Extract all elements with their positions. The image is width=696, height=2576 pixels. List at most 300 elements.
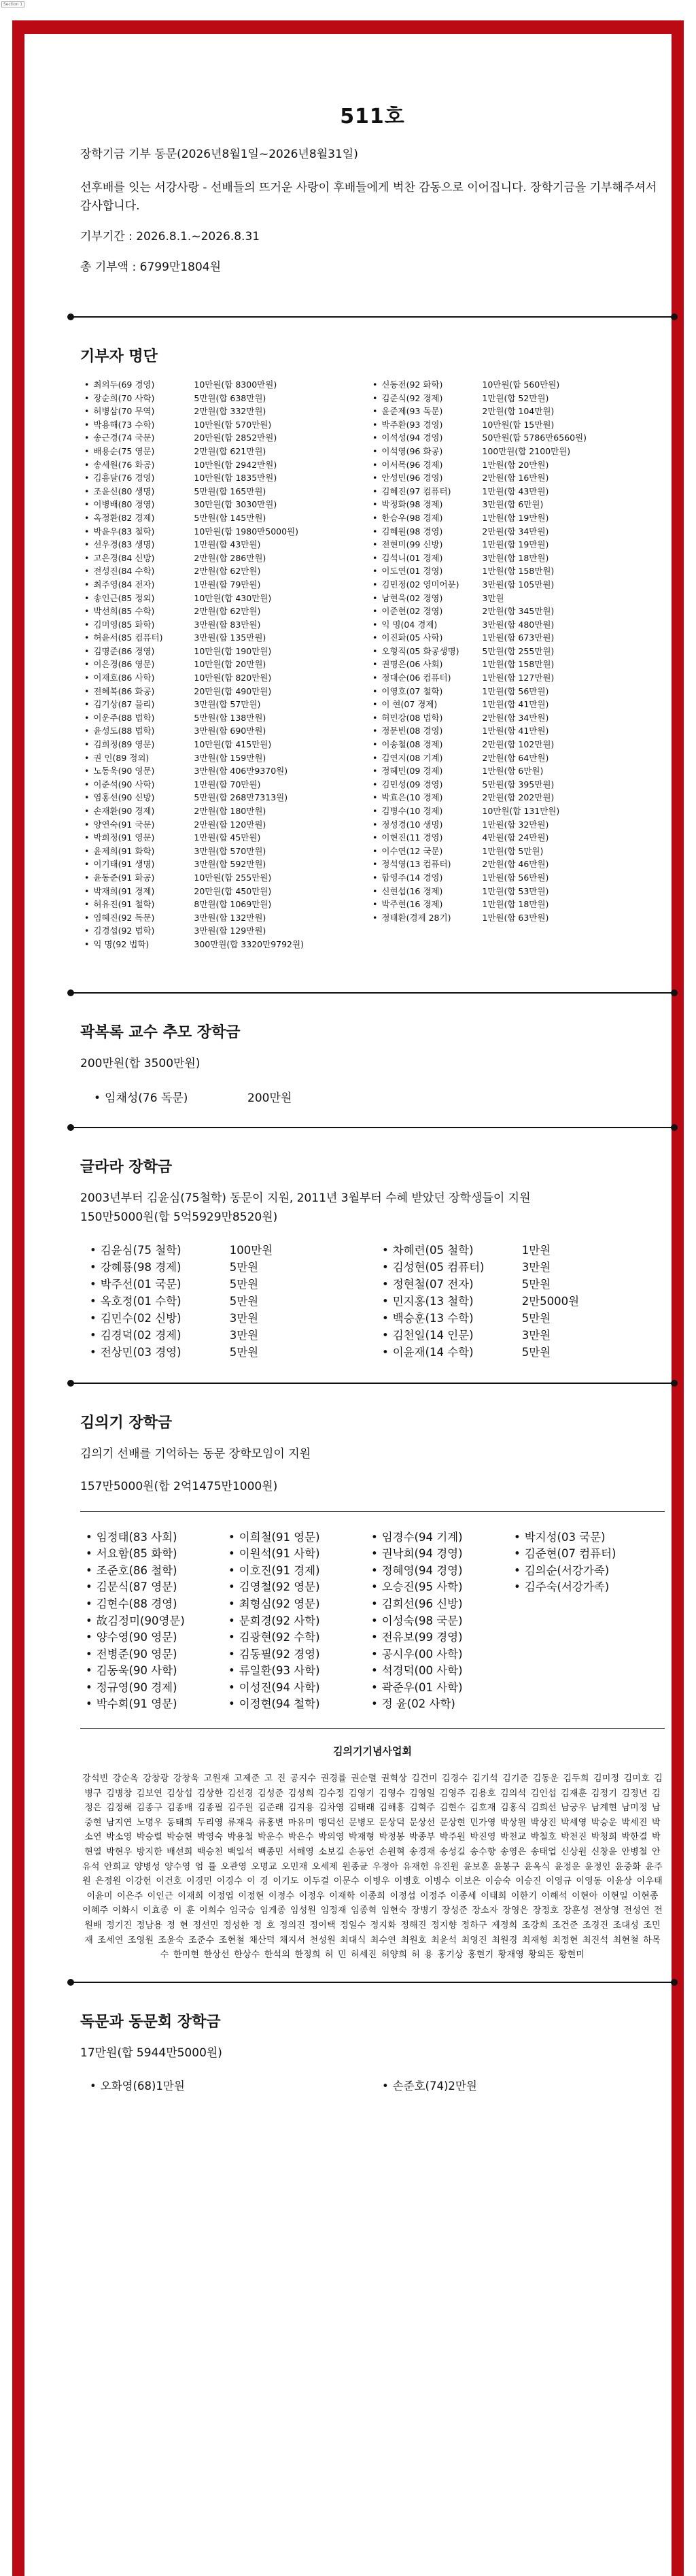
donor-amount: 3만원 bbox=[521, 1328, 551, 1342]
donor-amount: 3만원(합 83만원) bbox=[194, 619, 261, 630]
donor-name: 배용순(75 영문) bbox=[93, 445, 155, 456]
donor-name: 허병삼(70 무역) bbox=[93, 406, 155, 417]
kim-desc: 김의기 선배를 기억하는 동문 장학모임이 지원 bbox=[80, 1446, 311, 1461]
list-item bbox=[84, 564, 363, 578]
content bbox=[80, 68, 665, 2095]
donor-name: 전상민(03 경영) bbox=[100, 1345, 181, 1359]
donor-name: 차혜련(05 철학) bbox=[392, 1243, 474, 1257]
list-item bbox=[372, 618, 651, 632]
donor-name: 박재희(91 경제) bbox=[93, 885, 155, 896]
list-item: • 조준호(86 철학) bbox=[86, 1563, 222, 1580]
donor-amount: 3만원 bbox=[229, 1311, 259, 1325]
list-item: • 이정현(94 철학) bbox=[228, 1696, 364, 1713]
donor-amount: 1만원(합 6만원) bbox=[482, 766, 544, 777]
list-item bbox=[84, 738, 363, 751]
donor-amount: 5만원(합 395만원) bbox=[482, 779, 555, 790]
donor-name: 김병수(10 경제) bbox=[381, 806, 443, 816]
list-item bbox=[372, 898, 651, 911]
list-item bbox=[372, 471, 651, 485]
donor-name: 박선희(85 수학) bbox=[93, 606, 155, 617]
donor-amount: 2만원(합 64만원) bbox=[482, 752, 549, 763]
list-item: • 정 윤(02 사학) bbox=[371, 1696, 507, 1713]
list-item bbox=[372, 445, 651, 458]
list-item bbox=[372, 552, 651, 565]
kim-donor-list bbox=[86, 1529, 665, 1714]
donor-name: 김준식(92 경제) bbox=[381, 392, 443, 403]
donor-amount: 20만원(합 2852만원) bbox=[194, 433, 277, 443]
members-heading: 김의기기념사업회 bbox=[333, 1745, 412, 1758]
donor-name: 윤준제(93 독문) bbox=[381, 406, 443, 417]
donor-list bbox=[84, 378, 665, 951]
page-title: 511호 bbox=[340, 105, 405, 129]
list-item bbox=[84, 764, 363, 778]
list-item bbox=[90, 2078, 362, 2095]
list-item: • 김주숙(서강가족) bbox=[514, 1579, 650, 1596]
list-item: • 류일환(93 사학) bbox=[228, 1663, 364, 1680]
donor-name: 조윤신(80 생명) bbox=[93, 486, 155, 496]
donor-amount: 5만원(합 268만7313원) bbox=[194, 792, 288, 803]
donor-amount: 30만원(합 3030만원) bbox=[194, 499, 277, 510]
list-item bbox=[84, 871, 363, 885]
list-item: • 이성숙(98 국문) bbox=[371, 1613, 507, 1630]
list-item bbox=[382, 1293, 654, 1310]
donor-name: 이영호(07 철학) bbox=[381, 685, 443, 696]
donor-name: 박정화(98 경제) bbox=[381, 499, 443, 510]
donor-name: 김혜원(98 경영) bbox=[381, 526, 443, 537]
gulara-heading: 글라라 장학금 bbox=[80, 1158, 173, 1176]
list-item bbox=[372, 871, 651, 885]
section-tag: Section 1 bbox=[1, 1, 24, 7]
list-item bbox=[372, 592, 651, 605]
list-item bbox=[372, 605, 651, 618]
donor-name: 허유진(91 철학) bbox=[93, 899, 155, 910]
donor-name: 이준석(90 사학) bbox=[93, 779, 155, 790]
list-item bbox=[372, 645, 651, 658]
list-item: • 박지성(03 국문) bbox=[514, 1529, 650, 1546]
donor-amount: 10만원(합 415만원) bbox=[194, 739, 272, 750]
donor-amount: 5만원 bbox=[229, 1345, 259, 1359]
list-item bbox=[372, 458, 651, 472]
donor-amount: 1만원(합 79만원) bbox=[194, 579, 261, 590]
donor-name: 이현진(11 경영) bbox=[381, 832, 443, 843]
list-item bbox=[90, 1310, 362, 1327]
donor-amount: 2만원(합 286만원) bbox=[194, 552, 266, 563]
list-item bbox=[372, 858, 651, 871]
list-item bbox=[382, 1242, 654, 1259]
donor-amount: 2만원(합 202만원) bbox=[482, 792, 555, 803]
list-item: • 서요함(85 화학) bbox=[86, 1546, 222, 1563]
list-item bbox=[84, 485, 363, 498]
list-item bbox=[84, 552, 363, 565]
list-item bbox=[372, 818, 651, 832]
donor-name: 염홍선(90 신방) bbox=[93, 792, 155, 803]
donor-amount: 10만원(합 570만원) bbox=[194, 419, 272, 430]
list-item bbox=[90, 1344, 362, 1361]
donor-name: 양연숙(91 국문) bbox=[93, 819, 155, 830]
list-item bbox=[372, 711, 651, 725]
list-item: • 김동욱(90 사학) bbox=[86, 1663, 222, 1680]
donor-amount: 2만원(합 621만원) bbox=[194, 445, 266, 456]
donor-name: 안성민(96 경영) bbox=[381, 473, 443, 484]
list-item bbox=[84, 658, 363, 671]
donor-amount: 3만원(합 406만9370원) bbox=[194, 766, 288, 777]
donor-amount: 1만원(합 63만원) bbox=[482, 912, 549, 923]
list-item bbox=[84, 885, 363, 898]
donor-name: 오형직(05 화공생명) bbox=[381, 645, 459, 656]
donor-name: 김민성(09 경영) bbox=[381, 779, 443, 790]
list-item bbox=[372, 885, 651, 898]
donor-name: 노동욱(90 영문) bbox=[93, 766, 155, 777]
list-item bbox=[84, 845, 363, 858]
donor-amount: 5만원 bbox=[521, 1277, 551, 1291]
donor-name: 정대순(06 컴퓨터) bbox=[381, 673, 451, 683]
donor-amount: 10만원(합 2942만원) bbox=[194, 459, 277, 470]
list-item bbox=[372, 485, 651, 498]
intro-message: 선후배를 잇는 서강사랑 - 선배들의 뜨거운 사랑이 후배들에게 벅찬 감동으로 이어집니다. 장학기금을 기부해주셔서 감사합니다. bbox=[80, 181, 657, 213]
donor-amount: 1만원(합 41만원) bbox=[482, 726, 549, 736]
list-item bbox=[84, 592, 363, 605]
list-item bbox=[372, 564, 651, 578]
donor-amount: 3만원(합 159만원) bbox=[194, 752, 266, 763]
donor-name: 이수연(12 국문) bbox=[381, 845, 443, 856]
list-item: • 정규영(90 경제) bbox=[86, 1680, 222, 1697]
donor-name: 송세원(76 화공) bbox=[93, 459, 155, 470]
list-item bbox=[372, 764, 651, 778]
dokmun-total: 17만원(합 5944만5000원) bbox=[80, 2046, 222, 2060]
list-item bbox=[84, 618, 363, 632]
donor-amount: 3만원(합 480만원) bbox=[482, 619, 555, 630]
list-item bbox=[84, 471, 363, 485]
donor-name: 김기상(87 물리) bbox=[93, 699, 155, 710]
donor-name: 이서목(96 경제) bbox=[381, 459, 443, 470]
list-item: • 김영철(92 영문) bbox=[228, 1579, 364, 1596]
donor-amount: 1만원(합 53만원) bbox=[482, 885, 549, 896]
donor-name: 함영주(14 경영) bbox=[381, 872, 443, 883]
kim-heading: 김의기 장학금 bbox=[80, 1414, 173, 1431]
list-item: • 김준현(07 컴퓨터) bbox=[514, 1546, 650, 1563]
list-item bbox=[372, 738, 651, 751]
list-item: • 이호진(91 경제) bbox=[228, 1563, 364, 1580]
donor-amount: 10만원(합 190만원) bbox=[194, 645, 272, 656]
list-item: • 박수희(91 영문) bbox=[86, 1696, 222, 1713]
donor-name: 남현욱(02 경영) bbox=[381, 592, 443, 603]
list-item bbox=[372, 658, 651, 671]
donor-name: 강혜룡(98 경제) bbox=[100, 1260, 181, 1274]
donor-amount: 2만원(합 34만원) bbox=[482, 526, 549, 537]
list-item bbox=[84, 405, 363, 418]
donor-amount: 3만원(합 129만원) bbox=[194, 926, 266, 936]
donor-amount: 10만원(합 820만원) bbox=[194, 673, 272, 683]
list-item bbox=[372, 911, 651, 925]
donor-name: 권 인(89 정외) bbox=[93, 752, 150, 763]
donor-amount: 20만원(합 450만원) bbox=[194, 885, 272, 896]
list-item bbox=[84, 511, 363, 525]
list-item bbox=[84, 685, 363, 698]
donor-name: 박주환(93 경영) bbox=[381, 419, 443, 430]
list-item bbox=[372, 751, 651, 765]
list-item: • 권낙희(94 경영) bbox=[371, 1546, 507, 1563]
donor-amount: 3만원(합 105만원) bbox=[482, 579, 555, 590]
donor-amount: 1만원(합 673만원) bbox=[482, 632, 555, 643]
donor-amount: 5만원(합 165만원) bbox=[194, 486, 266, 496]
donor-name: 장순희(70 사학) bbox=[93, 392, 155, 403]
donor-name: 박윤우(83 철학) bbox=[93, 526, 155, 537]
donor-amount: 2만원(합 332만원) bbox=[194, 406, 266, 417]
section-divider bbox=[71, 1383, 674, 1384]
donor-amount: 5만원(합 138만원) bbox=[194, 712, 266, 723]
donor-name: 고은경(84 신방) bbox=[93, 552, 155, 563]
list-item bbox=[382, 1259, 654, 1276]
list-item: • 임경수(94 기계) bbox=[371, 1529, 507, 1546]
donor-name: 김혜진(97 컴퓨터) bbox=[381, 486, 451, 496]
donor-amount: 3만원 bbox=[229, 1328, 259, 1342]
donor-name: 옥호정(01 수학) bbox=[100, 1294, 181, 1308]
list-item bbox=[84, 711, 363, 725]
list-item bbox=[372, 804, 651, 818]
list-item bbox=[84, 724, 363, 738]
donor-amount: 2만원(합 46만원) bbox=[482, 859, 549, 870]
donor-name: 옥정환(82 경제) bbox=[93, 512, 155, 523]
donor-amount: 300만원(합 3320만9792원) bbox=[194, 938, 304, 949]
donor-name: 이석성(94 경영) bbox=[381, 433, 443, 443]
donor-name: 익 명(92 법학) bbox=[93, 938, 150, 949]
donor-amount: 10만원(합 255만원) bbox=[194, 872, 272, 883]
list-item bbox=[372, 511, 651, 525]
donor-name: 백승훈(13 수학) bbox=[392, 1311, 474, 1325]
donor-name: 김명준(86 경영) bbox=[93, 645, 155, 656]
list-item bbox=[84, 525, 363, 539]
list-item bbox=[372, 724, 651, 738]
list-item bbox=[372, 392, 651, 405]
donor-name: 윤동준(91 화공) bbox=[93, 872, 155, 883]
list-item: • 이성진(94 사학) bbox=[228, 1680, 364, 1697]
donor-amount: 3만원(합 570만원) bbox=[194, 845, 266, 856]
donor-amount: 1만원(합 19만원) bbox=[482, 512, 549, 523]
list-item bbox=[382, 2078, 654, 2095]
list-item bbox=[372, 685, 651, 698]
donor-name: 송인근(85 정외) bbox=[93, 592, 155, 603]
donor-name: 익 명(04 경제) bbox=[381, 619, 438, 630]
donor-amount: 10만원(합 8300만원) bbox=[194, 379, 277, 390]
donor-amount: 5만원 bbox=[229, 1294, 259, 1308]
list-item bbox=[372, 631, 651, 645]
donor-amount: 5만원 bbox=[521, 1345, 551, 1359]
donation-period: 기부기간 : 2026.8.1.~2026.8.31 bbox=[80, 230, 260, 243]
donor-amount: 2만원(합 16만원) bbox=[482, 473, 549, 484]
donor-name: 이 현(07 경제) bbox=[381, 699, 438, 710]
list-item bbox=[372, 578, 651, 592]
list-item: • 김희선(96 신방) bbox=[371, 1596, 507, 1613]
donor-name: 김천일(14 인문) bbox=[392, 1328, 474, 1342]
donor-name: 김흥달(76 경영) bbox=[93, 473, 155, 484]
donor-amount: 5만원 bbox=[229, 1260, 259, 1274]
donor-name: 신동전(92 화학) bbox=[381, 379, 443, 390]
donor-name: 박주현(16 경제) bbox=[381, 899, 443, 910]
members-names: 강석빈 강순옥 강창광 강창욱 고원재 고제준 고 진 공지수 권경률 권순렬 권혁상 김건미 김경수 김기석 김기준 김동운 김두희 김미정 김미호 김병구 김병창 김보연 김상섭 김상한 김선경 김성준 김성희 김수정 김영기 김영수 김영일 김영주 김용호 김의석 김인섭 김재훈 김정기 김정년 김정은 김정해 김종구 김종배 김종필 김주원 김준래 김지용 김차영 김태래 김해흥 김혁주 김현수 김호재 김홍식 김희선 남궁우 남계현 남미정 남중현 남지연 노명우 동태희 두리영 류재욱 류홍변 마유미 맹덕선 문병모 문상덕 문상선 문상현 민가영 박상원 박상진 박세영 박승운 박세진 박소연 박소영 박승렬 박승현 박영숙 박용철 박운수 박은수 박의영 박재형 박정봉 박종부 박주원 박진영 박천교 박철호 박천진 박청희 박한결 박현열 박현우 방지한 배선희 백승천 백일석 백종민 서해영 소보길 손동언 손원혁 송경재 송성길 송수향 송영은 송태업 신상원 신창윤 안병철 안유석 안희교 양병성 양수영 엄 률 오관영 오명교 오민재 오세제 원종균 우정아 유재헌 유진원 윤보훈 윤봉구 윤옥식 윤정운 윤정인 윤중화 윤주원 은정원 이강헌 이건호 이경민 이경수 이 경 이기도 이두걸 이문수 이병우 이병호 이병수 이보은 이승숙 이승진 이영규 이영동 이윤상 이우태 이윤미 이은주 이인근 이재희 이정엽 이정현 이정수 이정우 이재학 이종희 이정섭 이정주 이종세 이태희 이한기 이해석 이현아 이현일 이현종 이혜주 이화시 이효종 이 훈 이희수 임국승 임게종 임성원 임정재 임종혁 임현숙 장병기 장성준 장소자 장영은 장정호 장훈성 전상영 전성연 전원배 정기진 정남용 정 현 정선민 정성한 정 호 정의진 정이택 정일수 정지화 정해진 정지향 정하구 제정희 조강희 조건준 조경진 조대성 조민재 조세연 조영원 조윤숙 조준수 조현철 채산덕 채지서 천성원 최대식 최수연 최원호 최윤석 최영진 최원경 최재형 최정현 최진석 최현철 하목수 한미현 한상선 한상수 한석의 한정희 허 민 허세진 허양희 허 용 홍기상 홍현기 황재영 황의돈 황현미 bbox=[82, 1774, 663, 1961]
donor-name: 오화영(68) bbox=[100, 2079, 156, 2092]
donor-amount: 10만원(합 131만원) bbox=[482, 806, 560, 816]
donor-amount: 1만원(합 5만원) bbox=[482, 845, 544, 856]
donor-amount: 3만원 bbox=[482, 592, 504, 603]
donor-name: 윤제희(91 화학) bbox=[93, 845, 155, 856]
donor-name: 신현섭(16 경제) bbox=[381, 885, 443, 896]
list-item bbox=[90, 1327, 362, 1344]
donor-amount: 1만원(합 19만원) bbox=[482, 539, 549, 550]
donor-amount: 1만원(합 20만원) bbox=[482, 459, 549, 470]
list-item: • 전병준(90 영문) bbox=[86, 1646, 222, 1663]
donor-name: 송근경(74 국문) bbox=[93, 433, 155, 443]
gulara-desc: 2003년부터 김윤심(75철학) 동문이 지원, 2011년 3월부터 수혜 받았던 장학생들이 지원 bbox=[80, 1191, 531, 1205]
donor-name: 전현미(99 신방) bbox=[381, 539, 443, 550]
list-item bbox=[84, 791, 363, 804]
donor-amount: 1만원(합 43만원) bbox=[482, 486, 549, 496]
donor-name: 정문빈(08 경영) bbox=[381, 726, 443, 736]
list-item bbox=[84, 418, 363, 432]
dokmun-heading: 독문과 동문회 장학금 bbox=[80, 2013, 221, 2031]
donor-amount: 2만원(합 120만원) bbox=[194, 819, 266, 830]
list-item bbox=[84, 392, 363, 405]
donor-name: 박주선(01 국문) bbox=[100, 1277, 181, 1291]
donor-name: 이기태(91 생명) bbox=[93, 859, 155, 870]
list-item: • 이원석(91 사학) bbox=[228, 1546, 364, 1563]
gulara-total: 150만5000원(합 5억5929만8520원) bbox=[80, 1210, 278, 1224]
donor-amount: 1만원(합 127만원) bbox=[482, 673, 555, 683]
list-item bbox=[90, 1293, 362, 1310]
donor-name: 이도연(01 경영) bbox=[381, 566, 443, 577]
list-item bbox=[382, 1344, 654, 1361]
donor-name: 손준호(74) bbox=[392, 2079, 449, 2092]
donor-name: 이송철(08 경제) bbox=[381, 739, 443, 750]
donor-name: 이병배(80 경영) bbox=[93, 499, 155, 510]
donor-name: 전성진(84 수학) bbox=[93, 566, 155, 577]
list-item bbox=[84, 458, 363, 472]
donor-name: 권명은(06 사회) bbox=[381, 659, 443, 670]
donor-name: 손재환(90 경제) bbox=[93, 806, 155, 816]
donor-amount: 2만원(합 180만원) bbox=[194, 806, 266, 816]
list-item bbox=[84, 378, 363, 392]
donor-amount: 3만원(합 690만원) bbox=[194, 726, 266, 736]
donor-amount: 5만원 bbox=[521, 1311, 551, 1325]
donor-name: 이진화(05 사학) bbox=[381, 632, 443, 643]
donor-name: 김석니(01 경제) bbox=[381, 552, 443, 563]
donor-amount: 5만원 bbox=[229, 1277, 259, 1291]
list-item: • 공시우(00 사학) bbox=[371, 1646, 507, 1663]
donor-name: 김성현(05 컴퓨터) bbox=[392, 1260, 485, 1274]
donor-amount: 3만원(합 57만원) bbox=[194, 699, 261, 710]
donor-name: 임채성(76 독문) bbox=[105, 1091, 188, 1105]
list-item bbox=[372, 525, 651, 539]
donor-name: 선우경(83 생명) bbox=[93, 539, 155, 550]
donor-amount: 2만원(합 62만원) bbox=[194, 606, 261, 617]
list-item bbox=[90, 1276, 362, 1293]
donor-amount: 1만원 bbox=[521, 1243, 551, 1257]
list-item bbox=[84, 431, 363, 445]
donor-amount: 5만원(합 145만원) bbox=[194, 512, 266, 523]
list-item: • 故김정미(90영문) bbox=[86, 1613, 222, 1630]
list-item: • 정혜영(94 경영) bbox=[371, 1563, 507, 1580]
list-item: • 이희철(91 영문) bbox=[228, 1529, 364, 1546]
donor-name: 김연지(08 기계) bbox=[381, 752, 443, 763]
sub-divider bbox=[80, 1511, 665, 1512]
donor-amount: 1만원(합 52만원) bbox=[482, 392, 549, 403]
donor-amount: 1만원(합 70만원) bbox=[194, 779, 261, 790]
donor-name: 정성경(10 생명) bbox=[381, 819, 443, 830]
kim-total: 157만5000원(합 2억1475만1000원) bbox=[80, 1479, 278, 1493]
donor-amount: 10만원(합 560만원) bbox=[482, 379, 560, 390]
donor-amount: 10만원(합 15만원) bbox=[482, 419, 555, 430]
list-item: • 문희경(92 사학) bbox=[228, 1613, 364, 1630]
list-item bbox=[84, 631, 363, 645]
donor-name: 최주영(84 전자) bbox=[93, 579, 155, 590]
section-divider bbox=[71, 316, 674, 318]
list-item: • 임정태(83 사회) bbox=[86, 1529, 222, 1546]
donor-name: 김경섭(92 법학) bbox=[93, 926, 155, 936]
list-item bbox=[84, 751, 363, 765]
list-item: • 김의순(서강가족) bbox=[514, 1563, 650, 1580]
donor-name: 박희정(91 영문) bbox=[93, 832, 155, 843]
donor-amount: 2만5000원 bbox=[521, 1294, 580, 1308]
list-item bbox=[372, 671, 651, 685]
list-item bbox=[372, 378, 651, 392]
donor-amount: 20만원(합 490만원) bbox=[194, 685, 272, 696]
donor-name: 김경덕(02 경제) bbox=[100, 1328, 181, 1342]
list-item bbox=[84, 858, 363, 871]
donor-name: 박효은(10 경제) bbox=[381, 792, 443, 803]
donor-amount: 2만원(합 104만원) bbox=[482, 406, 555, 417]
sub-divider bbox=[80, 1728, 665, 1729]
intro-subtitle: 장학기금 기부 동문(2026년8월1일~2026년8월31일) bbox=[80, 148, 358, 161]
donor-amount: 1만원(합 56만원) bbox=[482, 872, 549, 883]
list-item bbox=[84, 671, 363, 685]
donor-amount: 4만원(합 24만원) bbox=[482, 832, 549, 843]
donor-name: 김미영(85 화학) bbox=[93, 619, 155, 630]
donor-name: 이석영(96 화공) bbox=[381, 445, 443, 456]
donor-amount: 1만원(합 45만원) bbox=[194, 832, 261, 843]
list-item bbox=[84, 818, 363, 832]
donor-amount: 100만원(합 2100만원) bbox=[482, 445, 571, 456]
list-item: • 김현수(88 경영) bbox=[86, 1596, 222, 1613]
donation-total: 총 기부액 : 6799만1804원 bbox=[80, 260, 221, 274]
donor-name: 이은경(86 영문) bbox=[93, 659, 155, 670]
donor-name: 김민수(02 신방) bbox=[100, 1311, 181, 1325]
list-item bbox=[372, 538, 651, 552]
donor-amount: 3만원 bbox=[521, 1260, 551, 1274]
list-item bbox=[372, 791, 651, 804]
list-item bbox=[84, 498, 363, 511]
list-item: • 최형심(92 영문) bbox=[228, 1596, 364, 1613]
list-item: • 오승진(95 사학) bbox=[371, 1579, 507, 1596]
list-item bbox=[372, 778, 651, 792]
donor-amount: 1만원(합 43만원) bbox=[194, 539, 261, 550]
list-item bbox=[84, 445, 363, 458]
donor-amount: 2만원(합 345만원) bbox=[482, 606, 555, 617]
list-item bbox=[84, 645, 363, 658]
donor-amount: 100만원 bbox=[229, 1243, 273, 1257]
donor-amount: 200만원 bbox=[247, 1091, 292, 1105]
list-item bbox=[382, 1276, 654, 1293]
donor-name: 허윤서(85 컴퓨터) bbox=[93, 632, 163, 643]
section-divider bbox=[71, 1127, 674, 1128]
donor-amount: 10만원(합 1835만원) bbox=[194, 473, 277, 484]
list-item bbox=[372, 405, 651, 418]
donor-name: 윤성도(88 법학) bbox=[93, 726, 155, 736]
donor-amount: 3만원(합 18만원) bbox=[482, 552, 549, 563]
list-item bbox=[90, 1242, 362, 1259]
list-item: • 전유보(99 경영) bbox=[371, 1629, 507, 1646]
donor-name: 정현철(07 전자) bbox=[392, 1277, 474, 1291]
donor-amount: 10만원(합 20만원) bbox=[194, 659, 266, 670]
list-item bbox=[84, 911, 363, 925]
